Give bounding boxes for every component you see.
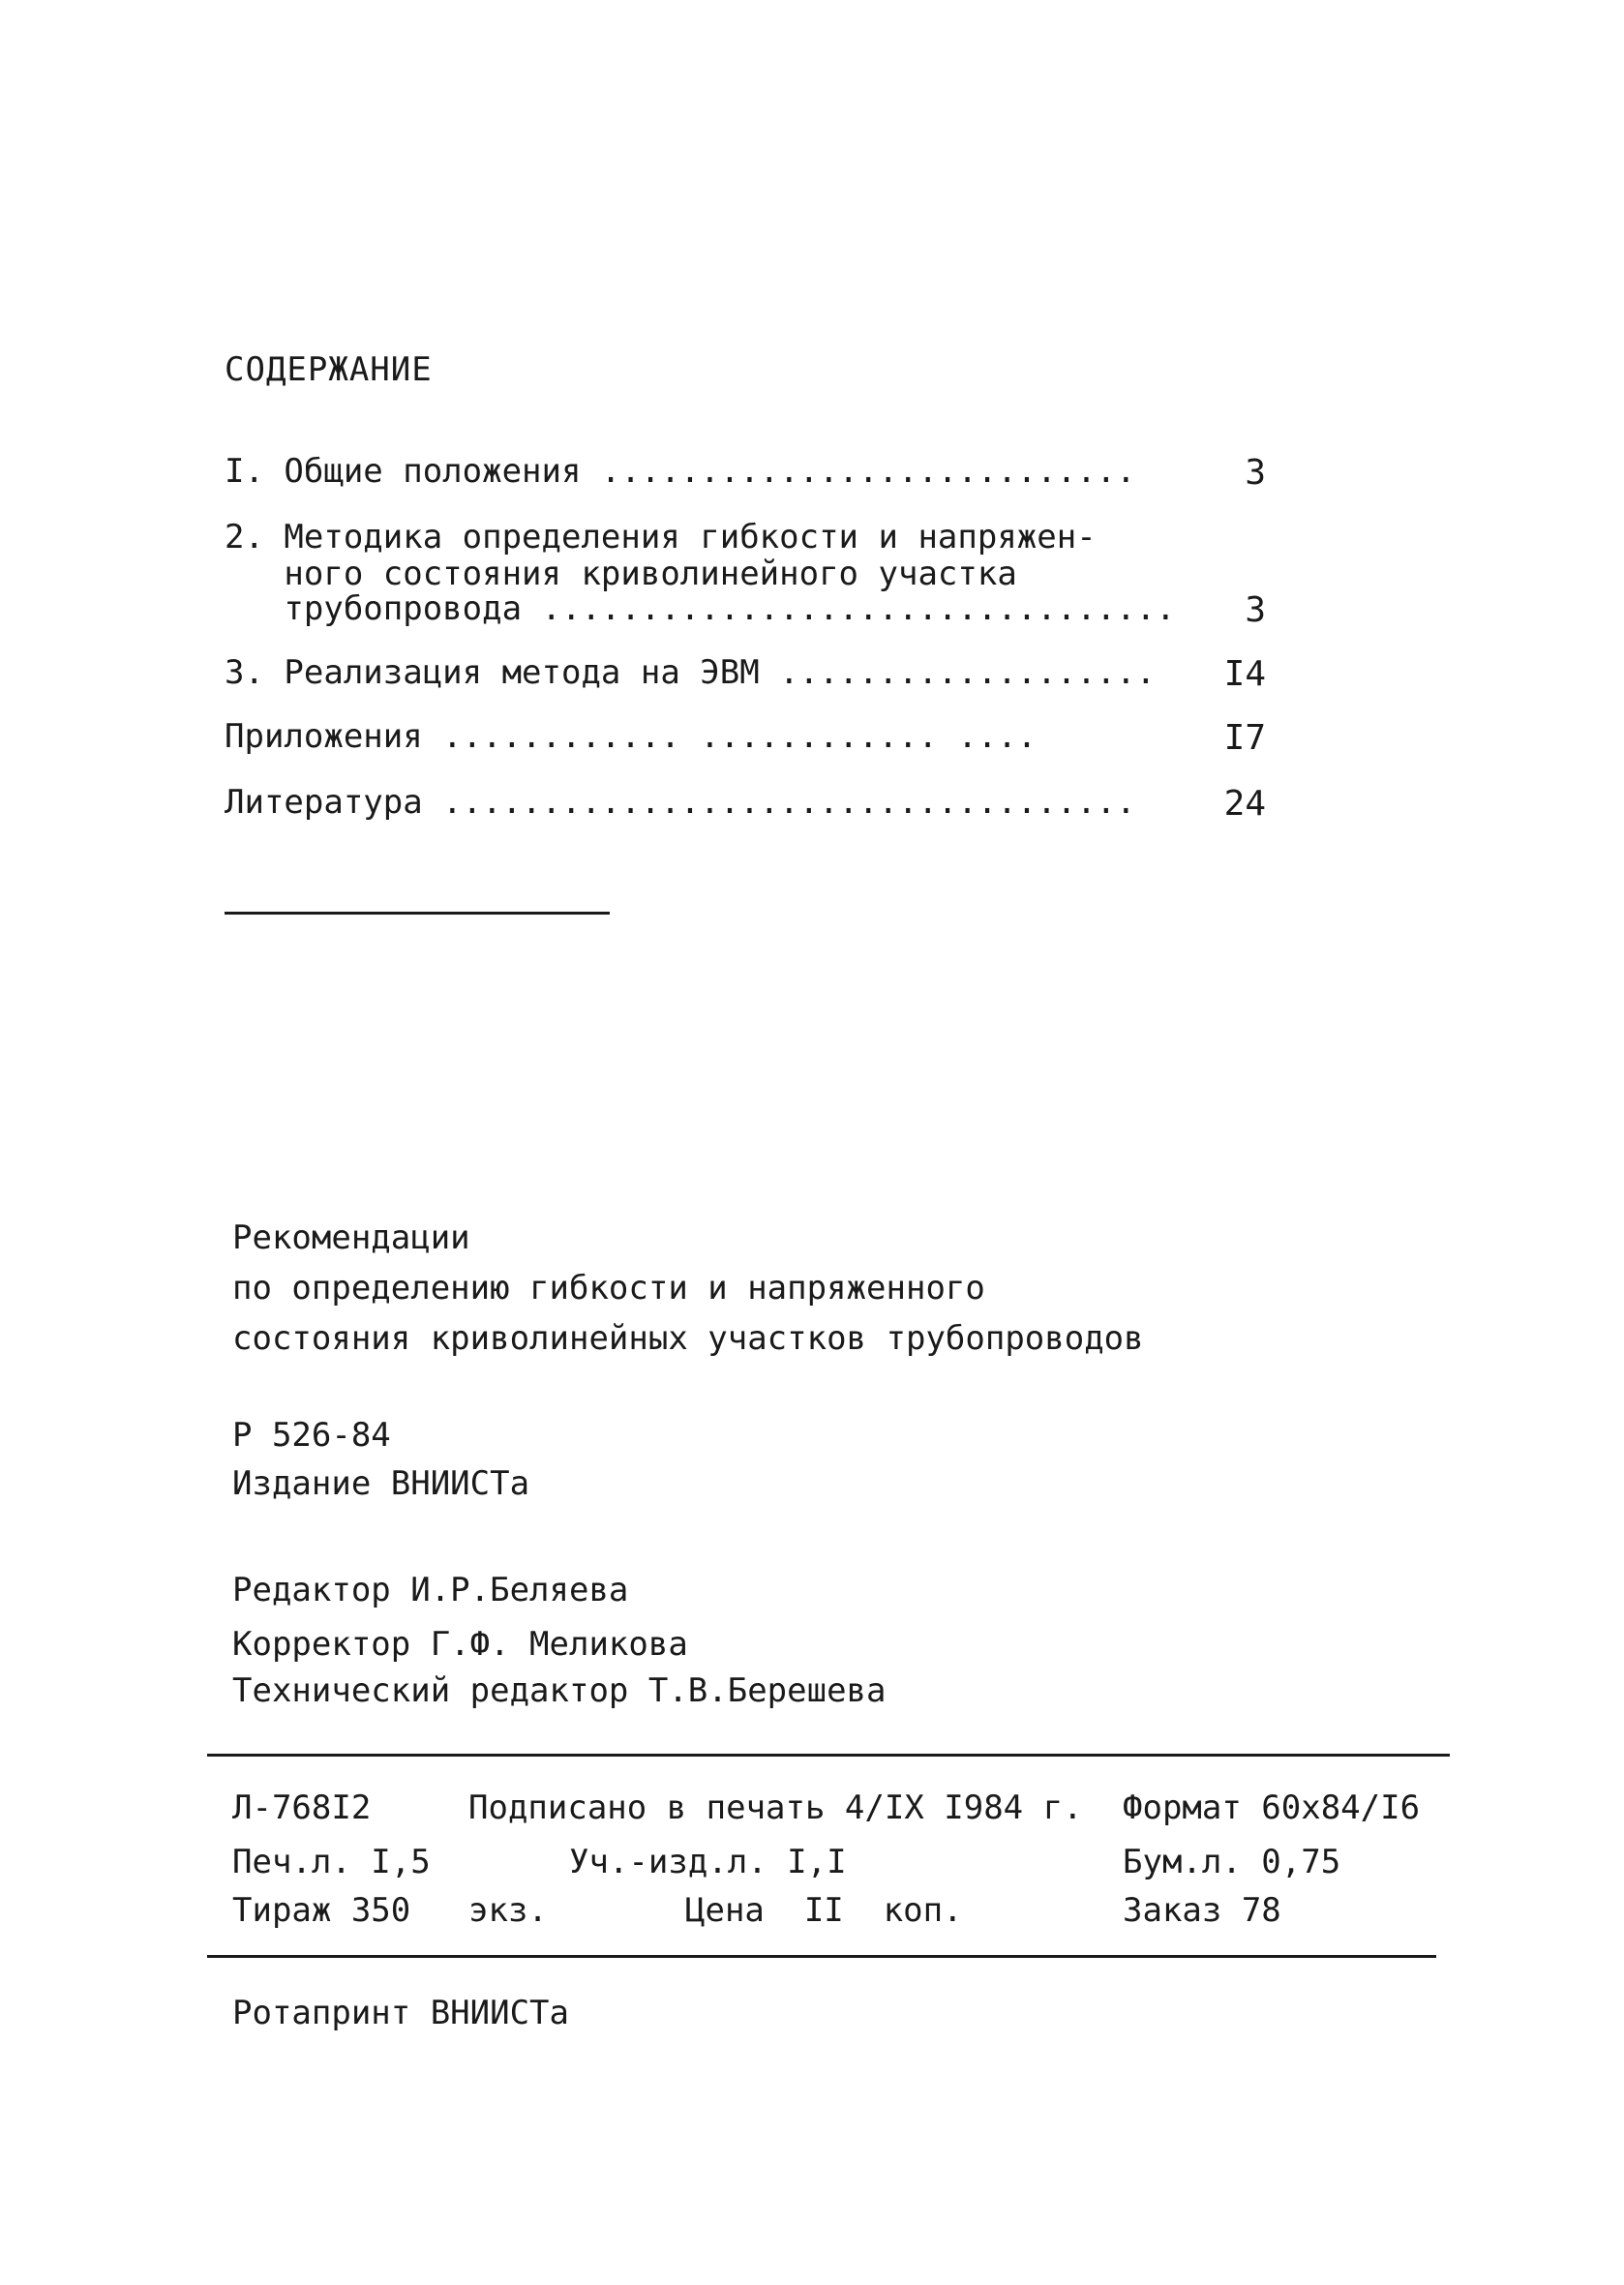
imprint-copies: экз. bbox=[468, 1891, 548, 1930]
printer-line: Ротапринт ВНИИСТа bbox=[232, 1994, 569, 2032]
imprint-edit-sheets: Уч.-изд.л. I,I bbox=[569, 1843, 847, 1881]
imprint-format: Формат 60х84/I6 bbox=[1123, 1789, 1421, 1827]
publication-subtitle-line-2: состояния криволинейных участков трубопроводов bbox=[232, 1319, 1144, 1358]
imprint-order: Заказ 78 bbox=[1123, 1891, 1281, 1930]
proofreader-line: Корректор Г.Ф. Меликова bbox=[232, 1625, 688, 1664]
imprint-price: Цена II коп. bbox=[685, 1891, 963, 1930]
toc-item-5-line-1: Литература ................................... bbox=[225, 783, 1136, 822]
separator-rule bbox=[225, 912, 610, 915]
toc-item-3-page: I4 bbox=[1223, 654, 1266, 694]
toc-item-2-page: 3 bbox=[1245, 590, 1266, 630]
imprint-top-rule bbox=[207, 1754, 1450, 1757]
toc-item-4-line-1: Приложения ............ ............ .... bbox=[225, 717, 1038, 756]
imprint-order-id: Л-768I2 bbox=[232, 1789, 372, 1827]
toc-item-4-page: I7 bbox=[1223, 718, 1266, 758]
toc-heading: СОДЕРЖАНИЕ bbox=[225, 350, 433, 389]
toc-item-2-line-3: трубопровода ................................ bbox=[225, 589, 1176, 628]
imprint-print-sheets: Печ.л. I,5 bbox=[232, 1843, 431, 1881]
toc-item-5-page: 24 bbox=[1223, 784, 1266, 824]
imprint-run: Тираж 350 bbox=[232, 1891, 411, 1930]
toc-item-2-line-2: ного состояния криволинейного участка bbox=[225, 555, 1017, 593]
imprint-signed: Подписано в печать 4/IX I984 г. bbox=[468, 1789, 1083, 1827]
toc-item-1-line-1: I. Общие положения ........................... bbox=[225, 452, 1136, 491]
imprint-bottom-rule bbox=[207, 1955, 1436, 1958]
publication-title: Рекомендации bbox=[232, 1218, 470, 1257]
toc-item-2-line-1: 2. Методика определения гибкости и напряжен- bbox=[225, 518, 1097, 556]
toc-item-3-line-1: 3. Реализация метода на ЭВМ ................... bbox=[225, 653, 1157, 692]
publisher-line: Издание ВНИИСТа bbox=[232, 1464, 530, 1503]
publication-code: Р 526-84 bbox=[232, 1416, 391, 1455]
imprint-paper-sheets: Бум.л. 0,75 bbox=[1123, 1843, 1341, 1881]
publication-subtitle-line-1: по определению гибкости и напряженного bbox=[232, 1269, 985, 1308]
editor-line: Редактор И.Р.Беляева bbox=[232, 1571, 629, 1609]
tech-editor-line: Технический редактор Т.В.Берешева bbox=[232, 1671, 887, 1710]
toc-item-1-page: 3 bbox=[1245, 453, 1266, 493]
